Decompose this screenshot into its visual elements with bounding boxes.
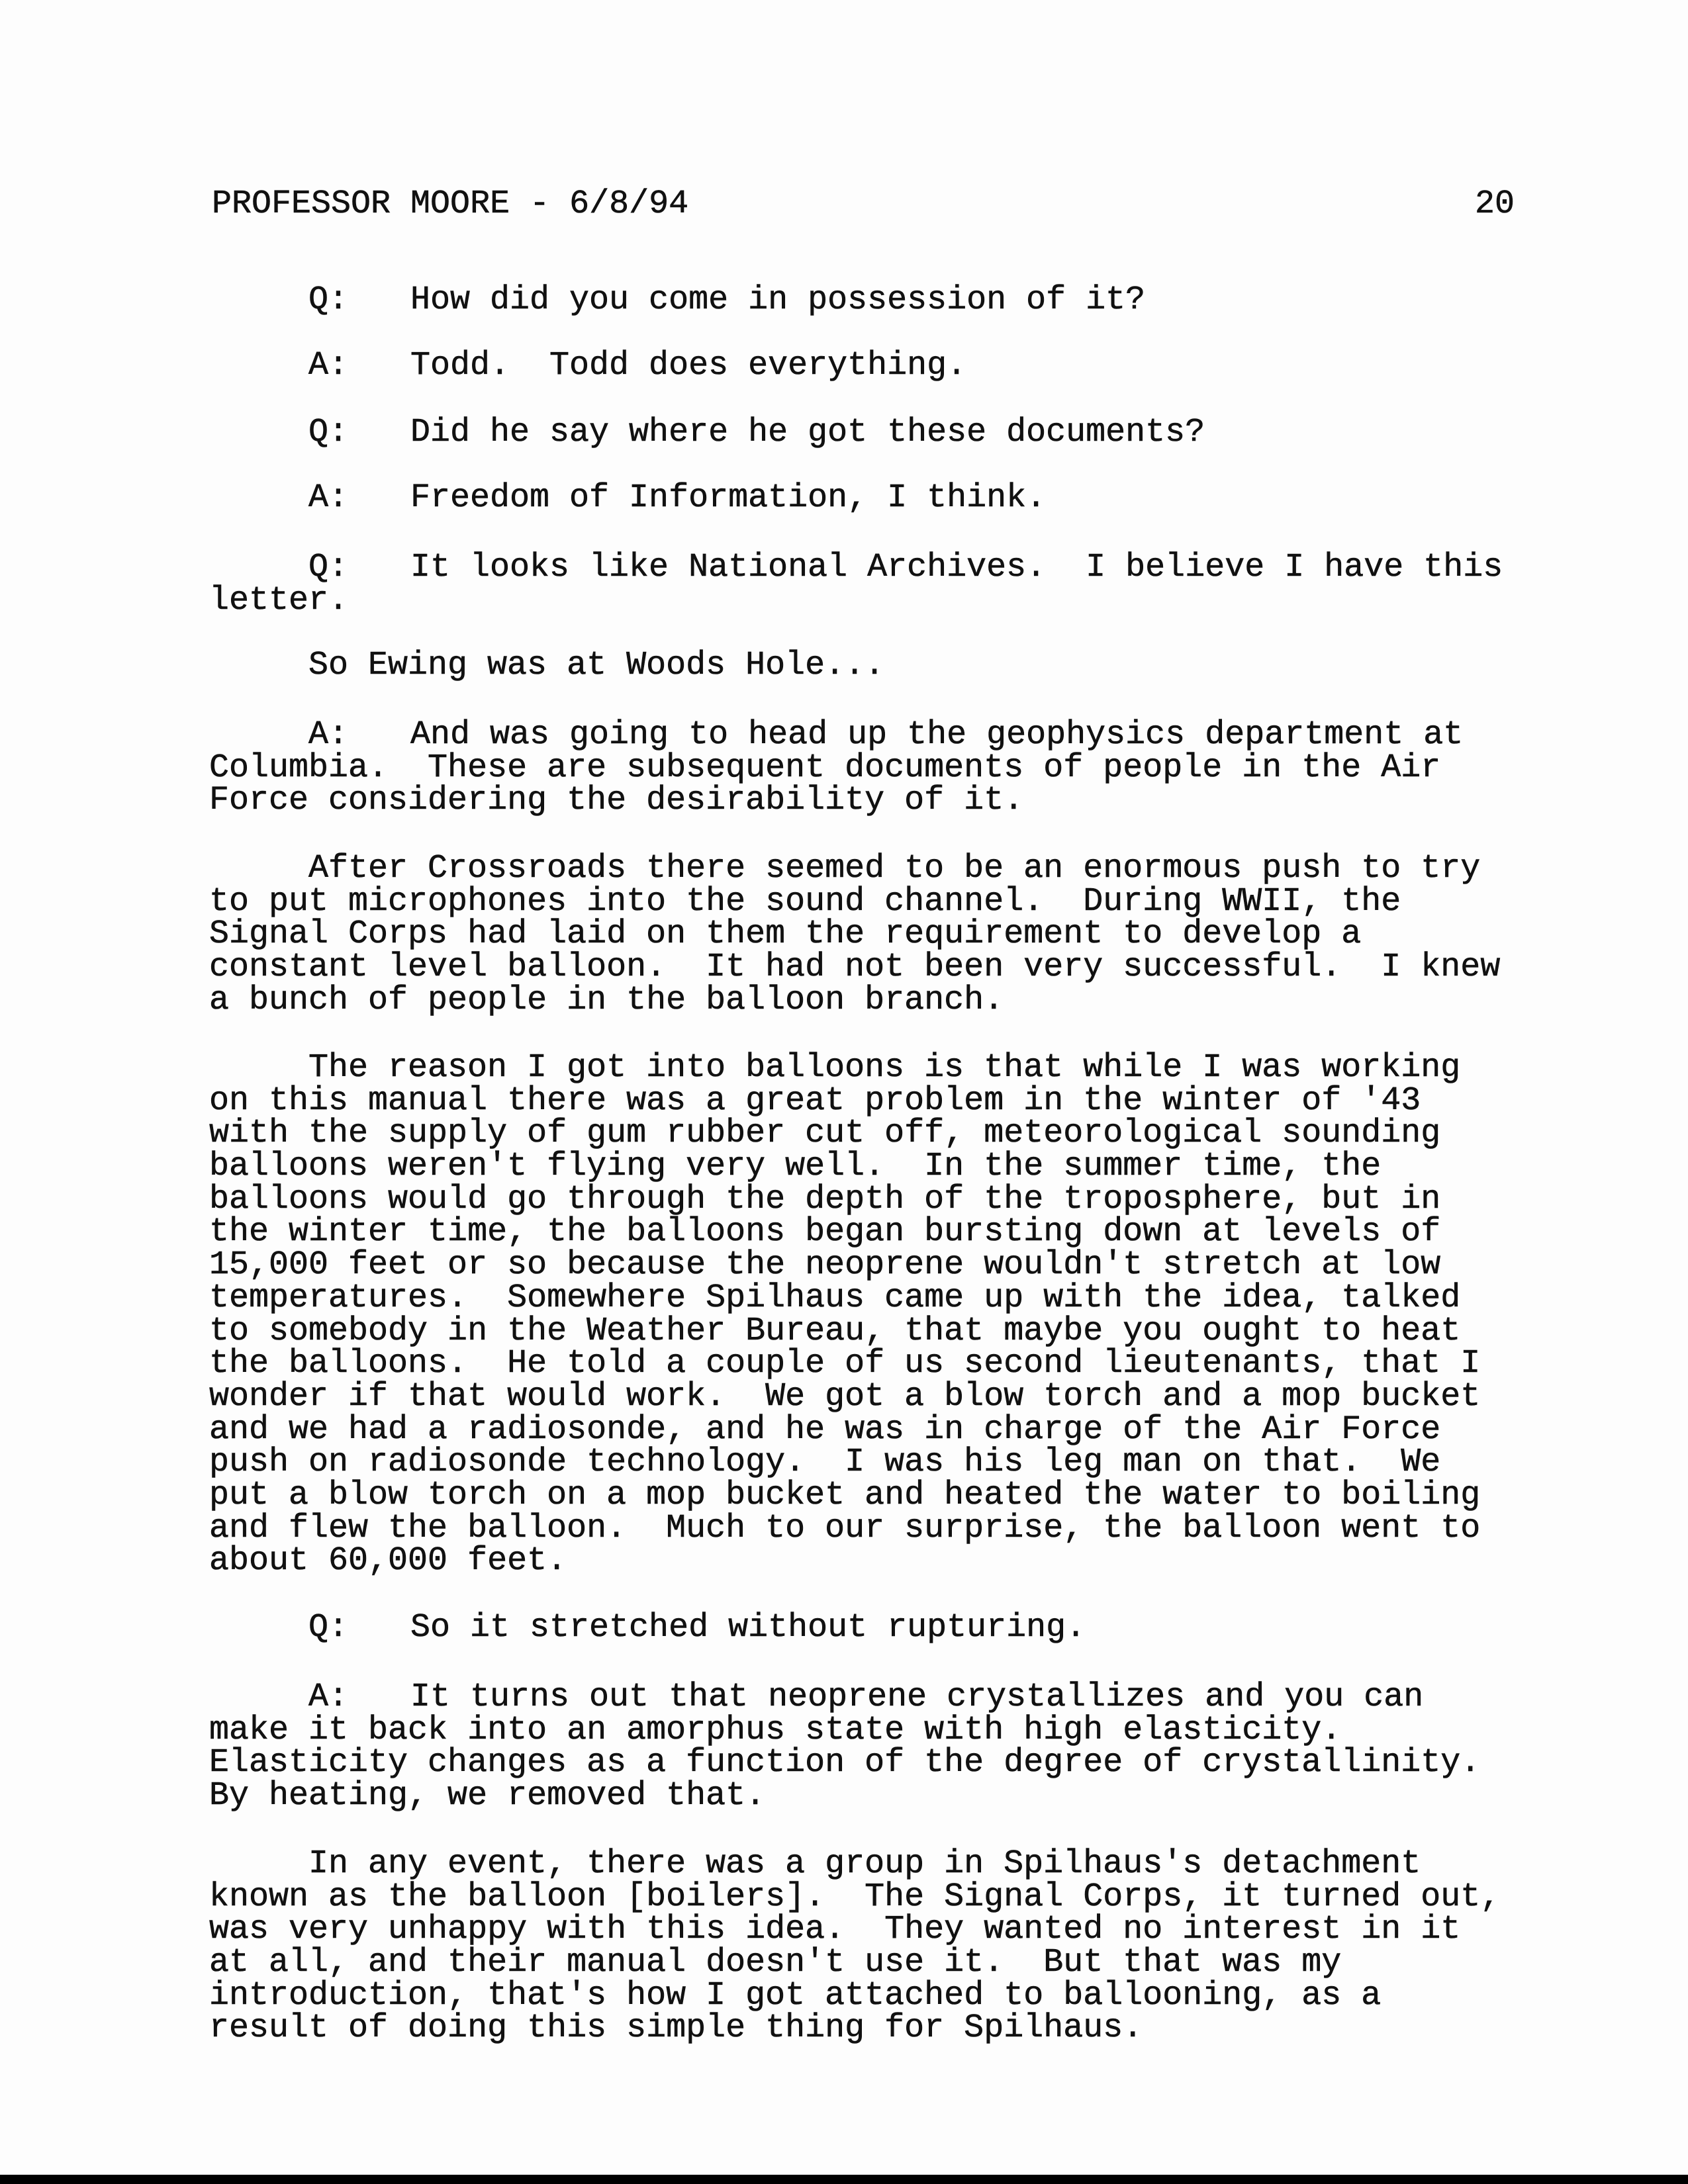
line-text: 15,000 feet or so because the neoprene wouldn't stretch at low <box>209 1246 1441 1285</box>
line-text: the winter time, the balloons began bursting down at levels of <box>209 1213 1441 1251</box>
text-line <box>209 1744 1481 1782</box>
text-line <box>209 1944 1500 1982</box>
line-text: Columbia. These are subsequent documents of people in the Air <box>209 749 1441 787</box>
text-line <box>209 1911 1500 1949</box>
speaker-label: A: <box>308 479 349 517</box>
text-line <box>209 882 1500 921</box>
text-line <box>209 852 1500 886</box>
narrative-paragraph <box>209 649 884 682</box>
text-line <box>209 1180 1480 1218</box>
line-text: How did you come in possession of it? <box>410 281 1146 319</box>
line-text: with the supply of gum rubber cut off, meteorological sounding <box>209 1115 1441 1153</box>
line-text: So it stretched without rupturing. <box>410 1609 1086 1647</box>
line-text: the balloons. He told a couple of us second lieutenants, that I <box>209 1345 1481 1383</box>
text-line <box>209 1049 1480 1087</box>
line-text: Elasticity changes as a function of the degree of crystallinity. <box>209 1744 1481 1782</box>
text-line <box>209 1509 1481 1547</box>
speaker-label: Q: <box>308 281 349 319</box>
text-line <box>209 416 1205 449</box>
speaker-label: Q: <box>308 1609 349 1647</box>
line-text: It looks like National Archives. I believe I have this <box>410 549 1503 586</box>
text-line <box>209 1678 1480 1716</box>
text-line <box>209 981 1500 1019</box>
text-line <box>209 749 1463 787</box>
line-text: about 60,000 feet. <box>209 1542 567 1580</box>
speaker-label: A: <box>308 716 349 754</box>
line-text: Signal Corps had laid on them the requirement to develop a <box>209 915 1362 954</box>
text-line <box>209 1609 1086 1647</box>
text-line <box>209 551 1503 584</box>
text-line <box>209 1148 1480 1186</box>
line-text: result of doing this simple thing for Spilhaus. <box>209 2009 1143 2048</box>
text-line <box>209 281 1146 319</box>
line-text: make it back into an amorphus state with high elasticity. <box>209 1711 1342 1749</box>
line-text: And was going to head up the geophysics department at <box>410 716 1464 754</box>
text-line <box>209 2009 1500 2048</box>
text-line <box>209 1246 1480 1285</box>
text-line <box>209 1377 1481 1416</box>
narrative-paragraph <box>209 1049 1481 1580</box>
line-text: Freedom of Information, I think. <box>410 479 1047 517</box>
line-text: balloons would go through the depth of the troposphere, but in <box>209 1180 1441 1218</box>
text-line <box>209 716 1464 754</box>
text-line <box>209 479 1047 517</box>
speaker-label: A: <box>308 347 349 385</box>
line-text: to put microphones into the sound channel. During WWII, the <box>209 882 1401 921</box>
answer-paragraph <box>209 349 966 383</box>
question-paragraph <box>209 281 1146 319</box>
text-line <box>209 1115 1480 1153</box>
text-line <box>209 1878 1501 1916</box>
line-text: The reason I got into balloons is that while I was working <box>308 1049 1461 1087</box>
line-text: wonder if that would work. We got a blow torch and a mop bucket <box>209 1377 1481 1416</box>
line-text: push on radiosonde technology. I was his leg man on that. We <box>209 1443 1441 1482</box>
text-line <box>209 1542 1480 1580</box>
answer-paragraph <box>209 716 1464 820</box>
speaker-label: A: <box>308 1678 349 1716</box>
text-line <box>209 1976 1500 2015</box>
page-number: 20 <box>1475 185 1515 223</box>
question-paragraph <box>209 551 1503 617</box>
text-line <box>209 1711 1480 1749</box>
text-line <box>209 1279 1480 1317</box>
line-text: was very unhappy with this idea. They wanted no interest in it <box>209 1911 1461 1949</box>
scan-edge-bar <box>0 2175 1688 2184</box>
speaker-label: Q: <box>308 549 349 586</box>
line-text: Force considering the desirability of it. <box>209 782 1024 820</box>
question-paragraph <box>209 416 1205 449</box>
text-line <box>209 782 1463 820</box>
text-line <box>209 948 1501 987</box>
narrative-paragraph <box>209 1845 1501 2048</box>
text-line <box>209 1213 1480 1251</box>
line-text: on this manual there was a great problem in the winter of '43 <box>209 1081 1421 1120</box>
text-line <box>209 1476 1481 1514</box>
text-line <box>209 1845 1500 1883</box>
line-text: constant level balloon. It had not been very successful. I knew <box>209 948 1501 987</box>
narrative-paragraph <box>209 852 1500 1017</box>
text-line <box>209 915 1500 954</box>
line-text: known as the balloon [boilers]. The Signal Corps, it turned out, <box>209 1878 1501 1916</box>
line-text: and we had a radiosonde, and he was in charge of the Air Force <box>209 1410 1441 1449</box>
answer-paragraph <box>209 479 1047 517</box>
line-text: introduction, that's how I got attached to ballooning, as a <box>209 1976 1382 2015</box>
line-text: letter. <box>209 581 349 619</box>
text-line <box>209 1443 1480 1482</box>
line-text: a bunch of people in the balloon branch. <box>209 981 1004 1019</box>
question-paragraph <box>209 1609 1086 1647</box>
text-line <box>209 349 966 383</box>
text-line <box>209 1777 1480 1815</box>
text-line <box>209 649 884 682</box>
line-text: So Ewing was at Woods Hole... <box>308 647 885 684</box>
text-line <box>209 1081 1480 1120</box>
line-text: to somebody in the Weather Bureau, that maybe you ought to heat <box>209 1312 1461 1350</box>
speaker-label: Q: <box>308 414 349 451</box>
text-line <box>209 1312 1480 1350</box>
line-text: It turns out that neoprene crystallizes and you can <box>410 1678 1424 1716</box>
line-text: at all, and their manual doesn't use it. But that was my <box>209 1944 1342 1982</box>
line-text: put a blow torch on a mop bucket and heated the water to boiling <box>209 1476 1481 1514</box>
line-text: balloons weren't flying very well. In the summer time, the <box>209 1148 1382 1186</box>
line-text: In any event, there was a group in Spilhaus's detachment <box>308 1845 1421 1883</box>
text-line <box>209 1410 1480 1449</box>
text-line <box>209 1347 1480 1381</box>
page-header-title: PROFESSOR MOORE - 6/8/94 <box>212 185 689 223</box>
line-text: and flew the balloon. Much to our surprise, the balloon went to <box>209 1509 1481 1547</box>
line-text: temperatures. Somewhere Spilhaus came up with the idea, talked <box>209 1279 1461 1317</box>
answer-paragraph <box>209 1678 1481 1815</box>
text-line <box>209 581 1503 619</box>
line-text: Todd. Todd does everything. <box>410 347 967 385</box>
line-text: Did he say where he got these documents? <box>410 414 1205 451</box>
line-text: After Crossroads there seemed to be an enormous push to try <box>308 850 1481 887</box>
line-text: By heating, we removed that. <box>209 1777 766 1815</box>
